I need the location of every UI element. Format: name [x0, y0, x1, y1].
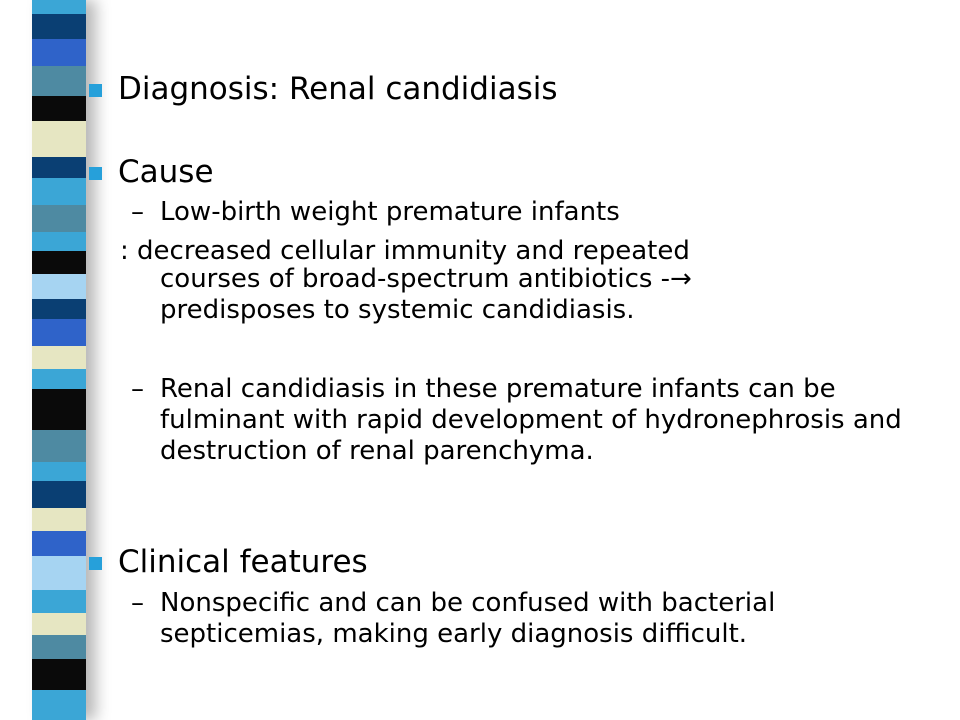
cause-item-1-note-first-line: : decreased cellular immunity and repeated — [120, 236, 690, 266]
square-bullet-icon — [89, 84, 102, 97]
clinical-features-item-1: Nonspecific and can be confused with bacterial septicemias, making early diagnosis difficult. — [160, 588, 776, 649]
diagnosis-heading: Diagnosis: Renal candidiasis — [118, 71, 558, 107]
cause-item-2: Renal candidiasis in these premature infants can be fulminant with rapid development of hydronephrosis and destruction of renal parenchyma. — [160, 374, 902, 466]
cause-heading: Cause — [118, 154, 214, 190]
cause-item-1-note-continuation: courses of broad-spectrum antibiotics -→ predisposes to systemic candidiasis. — [160, 264, 692, 325]
dash-bullet-icon: – — [131, 197, 144, 227]
cause-item-1: Low-birth weight premature infants — [160, 197, 620, 227]
dash-bullet-icon: – — [131, 588, 144, 618]
clinical-features-heading: Clinical features — [118, 544, 368, 580]
dash-bullet-icon: – — [131, 374, 144, 404]
square-bullet-icon — [89, 557, 102, 570]
square-bullet-icon — [89, 167, 102, 180]
